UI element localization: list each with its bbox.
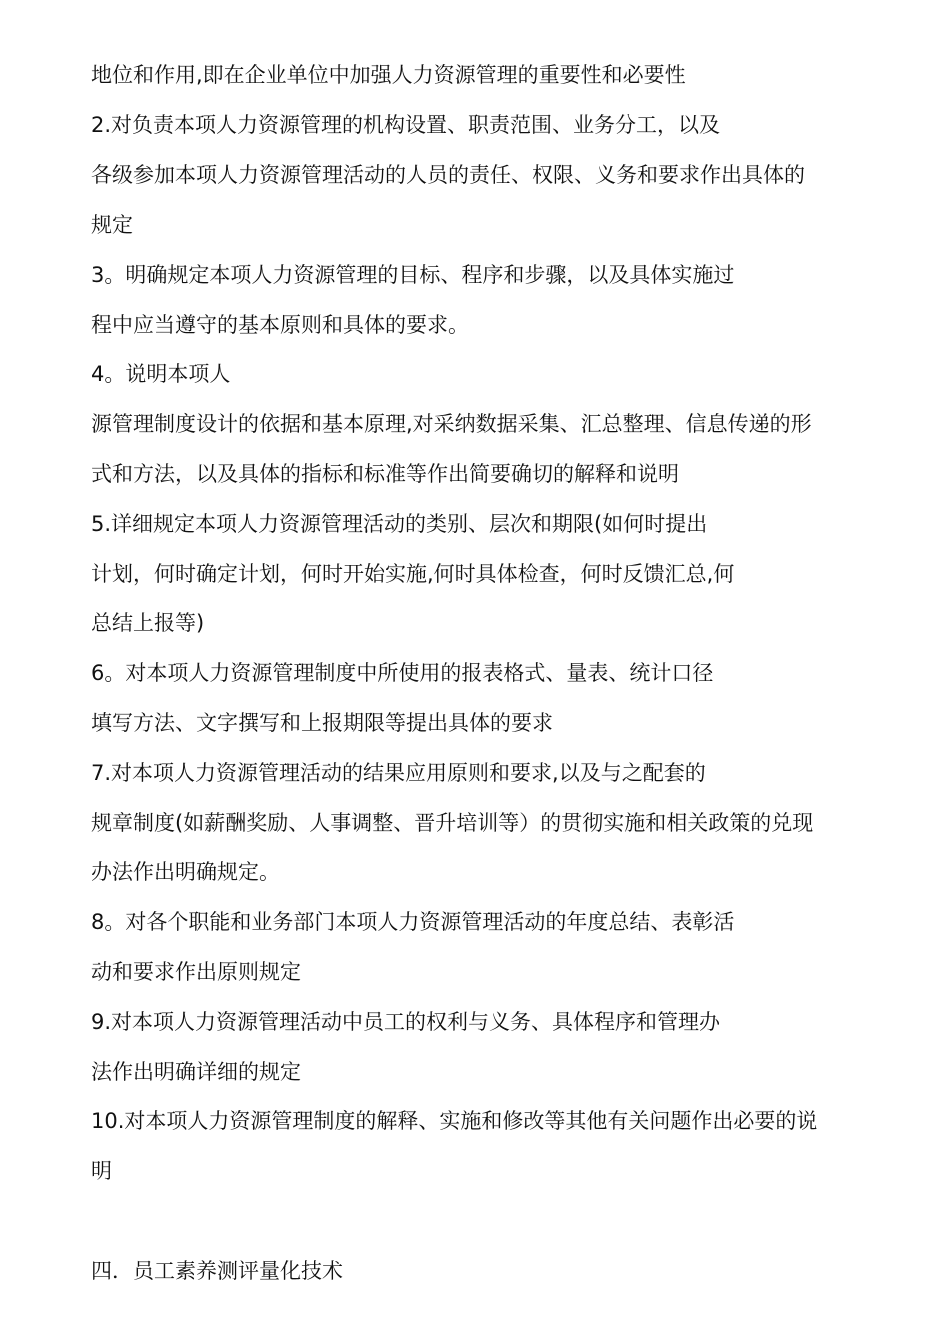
text-line: 规章制度(如薪酬奖励、人事调整、晋升培训等）的贯彻实施和相关政策的兑现 — [91, 811, 814, 835]
text-line: 动和要求作出原则规定 — [91, 960, 301, 984]
text-line: 总结上报等) — [91, 611, 205, 635]
text-line: 办法作出明确规定。 — [91, 860, 280, 884]
text-line: 8。对各个职能和业务部门本项人力资源管理活动的年度总结、表彰活 — [91, 910, 735, 934]
text-line: 10.对本项人力资源管理制度的解释、实施和修改等其他有关问题作出必要的说 — [91, 1109, 818, 1133]
text-line: 5.详细规定本项人力资源管理活动的类别、层次和期限(如何时提出 — [91, 512, 708, 536]
text-line: 7.对本项人力资源管理活动的结果应用原则和要求,以及与之配套的 — [91, 761, 706, 785]
text-line: 各级参加本项人力资源管理活动的人员的责任、权限、义务和要求作出具体的 — [91, 163, 805, 187]
section-heading: 四．员工素养测评量化技术 — [91, 1259, 343, 1283]
text-line: 地位和作用,即在企业单位中加强人力资源管理的重要性和必要性 — [91, 63, 686, 87]
text-line: 2.对负责本项人力资源管理的机构设置、职责范围、业务分工，以及 — [91, 113, 721, 137]
text-line: 填写方法、文字撰写和上报期限等提出具体的要求 — [91, 711, 553, 735]
text-line: 6。对本项人力资源管理制度中所使用的报表格式、量表、统计口径 — [91, 661, 714, 685]
text-line: 明 — [91, 1159, 112, 1183]
text-line: 程中应当遵守的基本原则和具体的要求。 — [91, 313, 469, 337]
text-line: 3。明确规定本项人力资源管理的目标、程序和步骤，以及具体实施过 — [91, 263, 735, 287]
text-line: 源管理制度设计的依据和基本原理,对采纳数据采集、汇总整理、信息传递的形 — [91, 412, 812, 436]
text-line: 9.对本项人力资源管理活动中员工的权利与义务、具体程序和管理办 — [91, 1010, 721, 1034]
text-line: 法作出明确详细的规定 — [91, 1060, 301, 1084]
text-line: 规定 — [91, 213, 133, 237]
text-line: 4。说明本项人 — [91, 362, 231, 386]
text-line: 计划，何时确定计划，何时开始实施,何时具体检查，何时反馈汇总,何 — [91, 562, 735, 586]
text-line: 式和方法，以及具体的指标和标准等作出简要确切的解释和说明 — [91, 462, 679, 486]
